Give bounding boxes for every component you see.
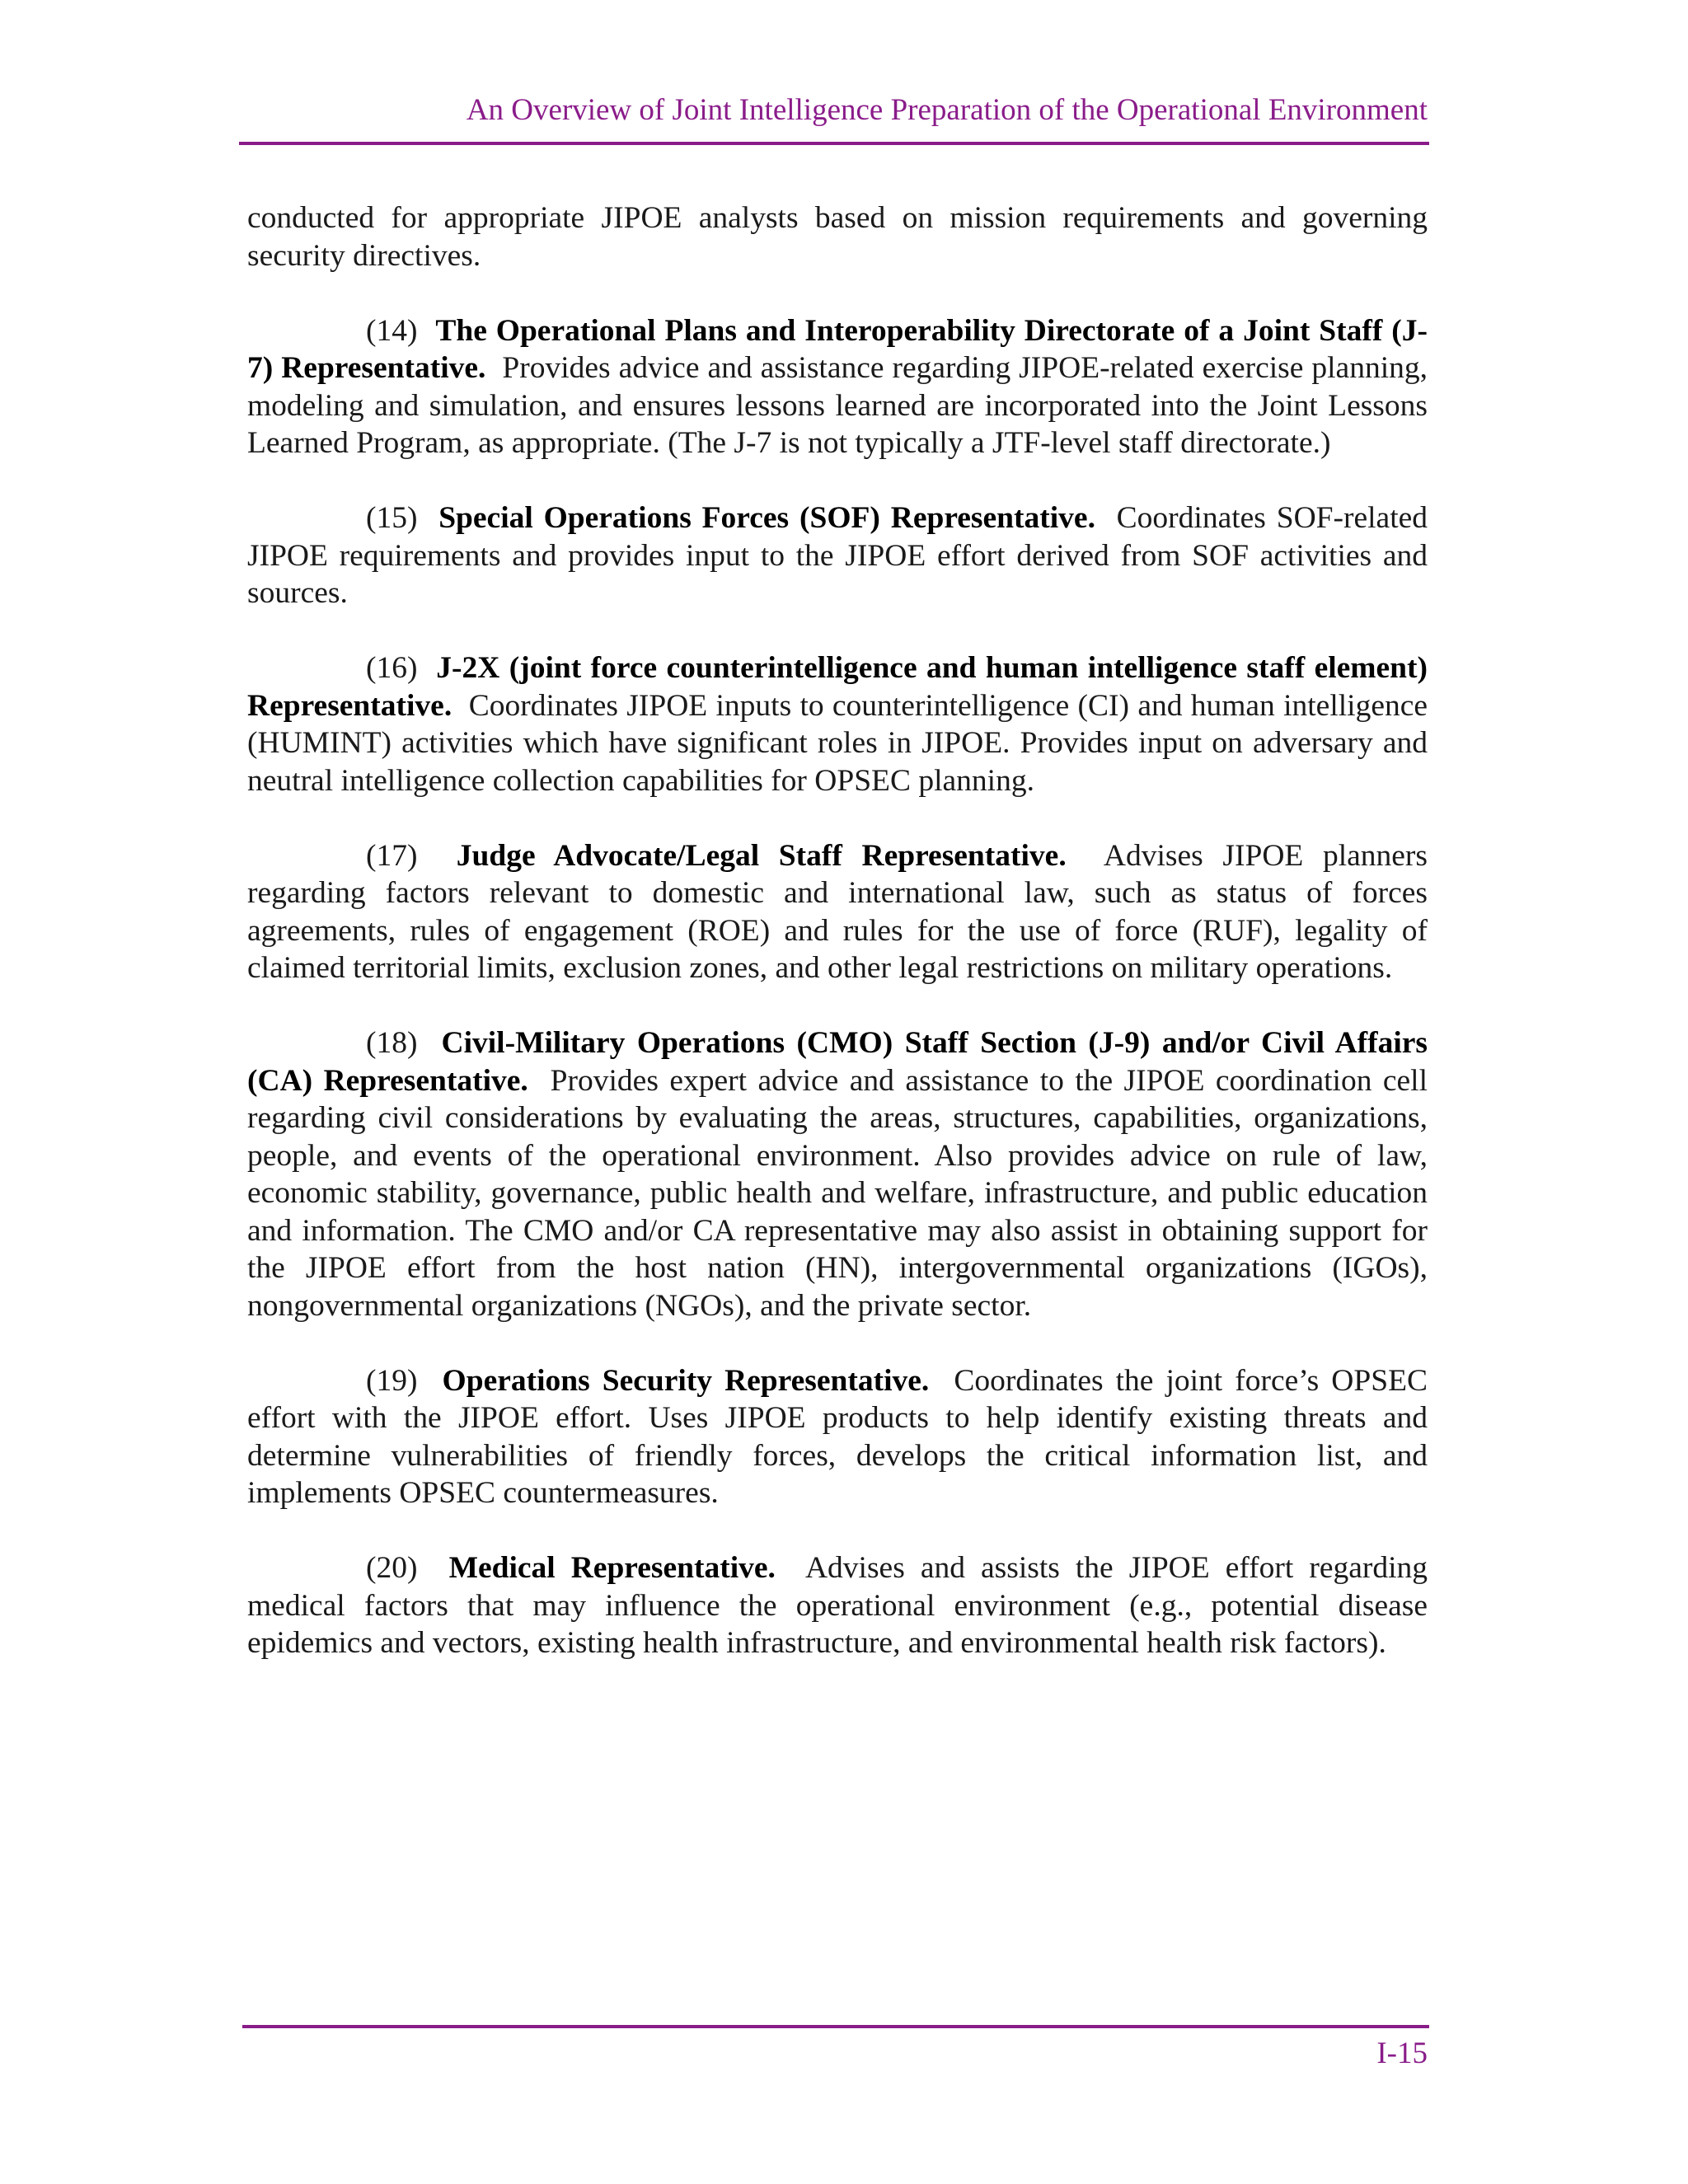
paragraph-title: J-2X (joint force counterintelligence and human intelligence staff element) Representative. xyxy=(247,651,1428,723)
paragraph-17 xyxy=(247,837,1428,987)
running-header: An Overview of Joint Intelligence Preparation of the Operational Environment xyxy=(466,93,1428,127)
paragraph-number: (20) xyxy=(366,1551,418,1585)
paragraph-16 xyxy=(247,649,1428,799)
paragraph-text: Coordinates the joint force’s OPSEC effort with the JIPOE effort. Uses JIPOE products to help identify existing threats and determine vulnerabilities of friendly forces, develops the critical information list, and implements OPSEC countermeasures. xyxy=(247,1363,1428,1510)
paragraph-number: (15) xyxy=(366,501,418,535)
paragraph-title: Judge Advocate/Legal Staff Representative. xyxy=(456,838,1067,873)
paragraph-number: (16) xyxy=(366,651,418,685)
page-number: I-15 xyxy=(1376,2036,1428,2070)
header-rule xyxy=(239,142,1429,145)
paragraph-title: Special Operations Forces (SOF) Representative. xyxy=(438,501,1095,535)
paragraph-title: Operations Security Representative. xyxy=(442,1363,930,1398)
paragraph-number: (19) xyxy=(366,1363,418,1398)
paragraph-text: Advises JIPOE planners regarding factors relevant to domestic and international law, such as status of forces agreements, rules of engagement (ROE) and rules for the use of force (RUF), legality of claimed territorial limits, exclusion zones, and other legal restrictions on military operations. xyxy=(247,838,1428,985)
paragraph-title: Civil-Military Operations (CMO) Staff Section (J-9) and/or Civil Affairs (CA) Representative. xyxy=(247,1026,1428,1098)
paragraph-number: (18) xyxy=(366,1026,418,1060)
paragraph-title: The Operational Plans and Interoperability Directorate of a Joint Staff (J-7) Representative. xyxy=(247,313,1428,385)
paragraph-18 xyxy=(247,1024,1428,1324)
paragraph-text: Coordinates JIPOE inputs to counterintelligence (CI) and human intelligence (HUMINT) activities which have significant roles in JIPOE. Provides input on adversary and neutral intelligence collection capabilities for OPSEC planning. xyxy=(247,688,1428,798)
footer-rule xyxy=(242,2025,1429,2028)
paragraph-15 xyxy=(247,499,1428,612)
paragraph-text: Coordinates SOF-related JIPOE requirements and provides input to the JIPOE effort derived from SOF activities and sources. xyxy=(247,501,1428,610)
paragraph-number: (17) xyxy=(366,838,418,873)
paragraph-14 xyxy=(247,312,1428,462)
continuation-paragraph: conducted for appropriate JIPOE analysts based on mission requirements and governing security directives. xyxy=(247,201,1428,273)
paragraph-20 xyxy=(247,1549,1428,1662)
paragraph-number: (14) xyxy=(366,313,418,348)
paragraph-text: Provides advice and assistance regarding JIPOE-related exercise planning, modeling and simulation, and ensures lessons learned are incorporated into the Joint Lessons Learned Program, as appropriate. (The J-7 is not typically a JTF-level staff directorate.) xyxy=(247,351,1428,460)
page-body xyxy=(247,199,1428,1699)
paragraph-text: Advises and assists the JIPOE effort regarding medical factors that may influence the operational environment (e.g., potential disease epidemics and vectors, existing health infrastructure, and environmental health risk factors). xyxy=(247,1551,1428,1660)
paragraph-19 xyxy=(247,1362,1428,1512)
paragraph-title: Medical Representative. xyxy=(448,1551,776,1585)
paragraph-text: Provides expert advice and assistance to the JIPOE coordination cell regarding civil considerations by evaluating the areas, structures, capabilities, organizations, people, and events of the operational environment. Also provides advice on rule of law, economic stability, governance, public health and welfare, infrastructure, and public education and information. The CMO and/or CA representative may also assist in obtaining support for the JIPOE effort from the host nation (HN), intergovernmental organizations (IGOs), nongovernmental organizations (NGOs), and the private sector. xyxy=(247,1063,1428,1323)
